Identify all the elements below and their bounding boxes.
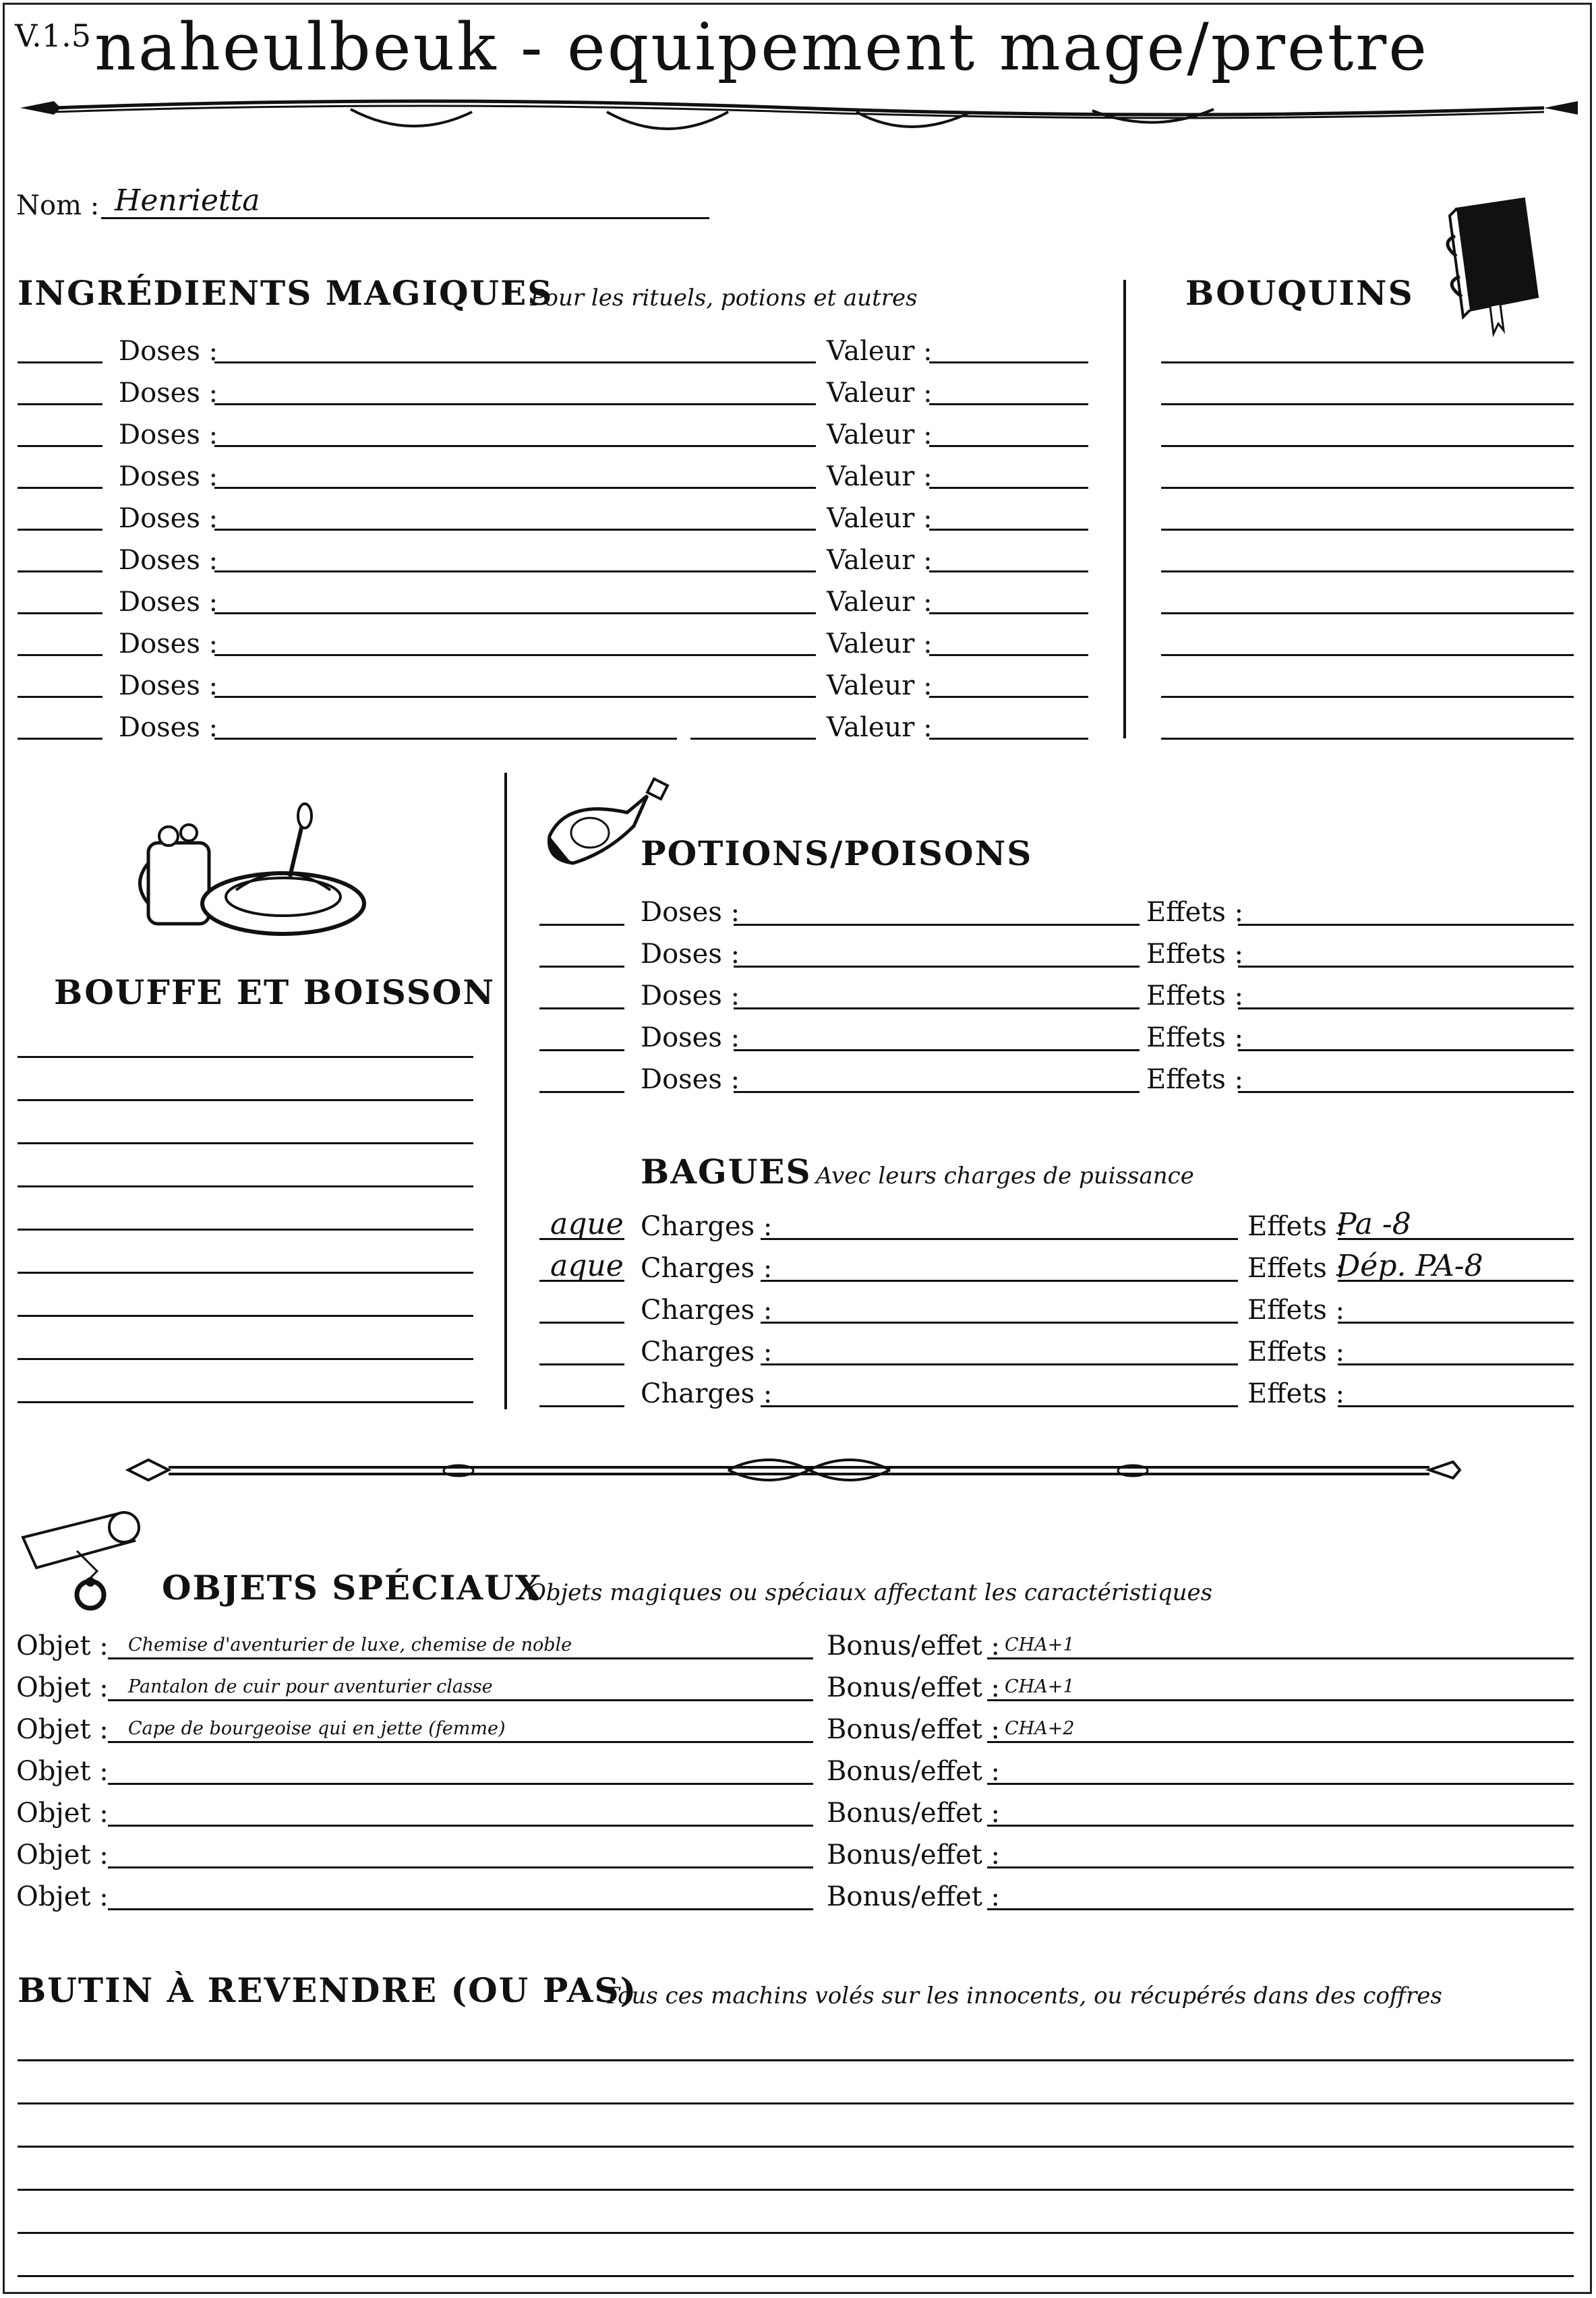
butin-subtitle: Tous ces machins volés sur les innocents, ou récupérés dans des coffres xyxy=(604,1982,1442,2009)
name-underline xyxy=(101,217,709,219)
ingredients-title: INGRÉDIENTS MAGIQUES xyxy=(18,273,554,313)
bague-row[interactable]: Charges : Effets : xyxy=(0,1334,1596,1376)
butin-title: BUTIN À REVENDRE (OU PAS) xyxy=(18,1970,638,2010)
objet-row[interactable]: Objet : Chemise d'aventurier de luxe, chemise de noble Bonus/effet : CHA+1 xyxy=(0,1628,1596,1670)
ingredients-subtitle: Pour les rituels, potions et autres xyxy=(530,285,918,312)
book-icon xyxy=(1436,196,1544,337)
ingredients-list: Doses : Valeur : Doses : Valeur : Doses : Valeur : Doses : Valeur : Doses : Valeur : Doses : Valeur : Doses : Valeur : Doses : Valeur : Doses : Valeur : Doses : Valeur : xyxy=(0,337,1106,755)
staff-divider-icon xyxy=(121,1443,1463,1497)
objet-row[interactable]: Objet : Bonus/effet : xyxy=(0,1879,1596,1920)
bagues-list xyxy=(0,1208,1596,1424)
objets-title: OBJETS SPÉCIAUX xyxy=(162,1568,543,1608)
potion-row[interactable]: Doses : Effets : xyxy=(0,1020,1596,1061)
potion-row[interactable]: Doses : Effets : xyxy=(0,936,1596,978)
bouquins-title: BOUQUINS xyxy=(1185,273,1414,313)
objet-row[interactable]: Objet : Cape de bourgeoise qui en jette (femme) Bonus/effet : CHA+2 xyxy=(0,1711,1596,1753)
bagues-title: BAGUES xyxy=(641,1152,812,1191)
name-value[interactable]: Henrietta xyxy=(115,183,260,218)
potion-row[interactable]: Doses : Effets : xyxy=(0,978,1596,1020)
potion-row[interactable]: Doses : Effets : xyxy=(0,894,1596,936)
bague-row[interactable]: Charges : Effets : xyxy=(0,1376,1596,1417)
potions-list xyxy=(0,894,1596,1110)
page-title: naheulbeuk - equipement mage/pretre xyxy=(94,9,1429,85)
bouquins-list[interactable] xyxy=(0,337,1596,755)
spear-divider-icon xyxy=(13,88,1585,148)
objet-row[interactable]: Objet : Bonus/effet : xyxy=(0,1837,1596,1879)
scroll-ring-icon xyxy=(16,1510,158,1618)
potions-title: POTIONS/POISONS xyxy=(641,833,1033,873)
objet-row[interactable]: Objet : Bonus/effet : xyxy=(0,1753,1596,1795)
version-label: V.1.5 xyxy=(15,18,91,54)
bague-row[interactable]: aque Charges : Effets : Pa -8 xyxy=(0,1208,1596,1250)
objet-row[interactable]: Objet : Pantalon de cuir pour aventurier classe Bonus/effet : CHA+1 xyxy=(0,1670,1596,1711)
objets-subtitle: Objets magiques ou spéciaux affectant les caractéristiques xyxy=(527,1579,1213,1606)
bouffe-title: BOUFFE ET BOISSON xyxy=(54,972,496,1012)
objets-list xyxy=(0,1628,1596,1924)
potion-row[interactable]: Doses : Effets : xyxy=(0,1061,1596,1103)
name-label: Nom : xyxy=(16,190,100,221)
bague-row[interactable]: Charges : Effets : xyxy=(0,1292,1596,1334)
butin-list[interactable] xyxy=(0,2036,1596,2293)
objet-row[interactable]: Objet : Bonus/effet : xyxy=(0,1795,1596,1837)
bague-row[interactable]: aque Charges : Effets : Dép. PA-8 xyxy=(0,1250,1596,1292)
bagues-subtitle: Avec leurs charges de puissance xyxy=(816,1162,1194,1189)
